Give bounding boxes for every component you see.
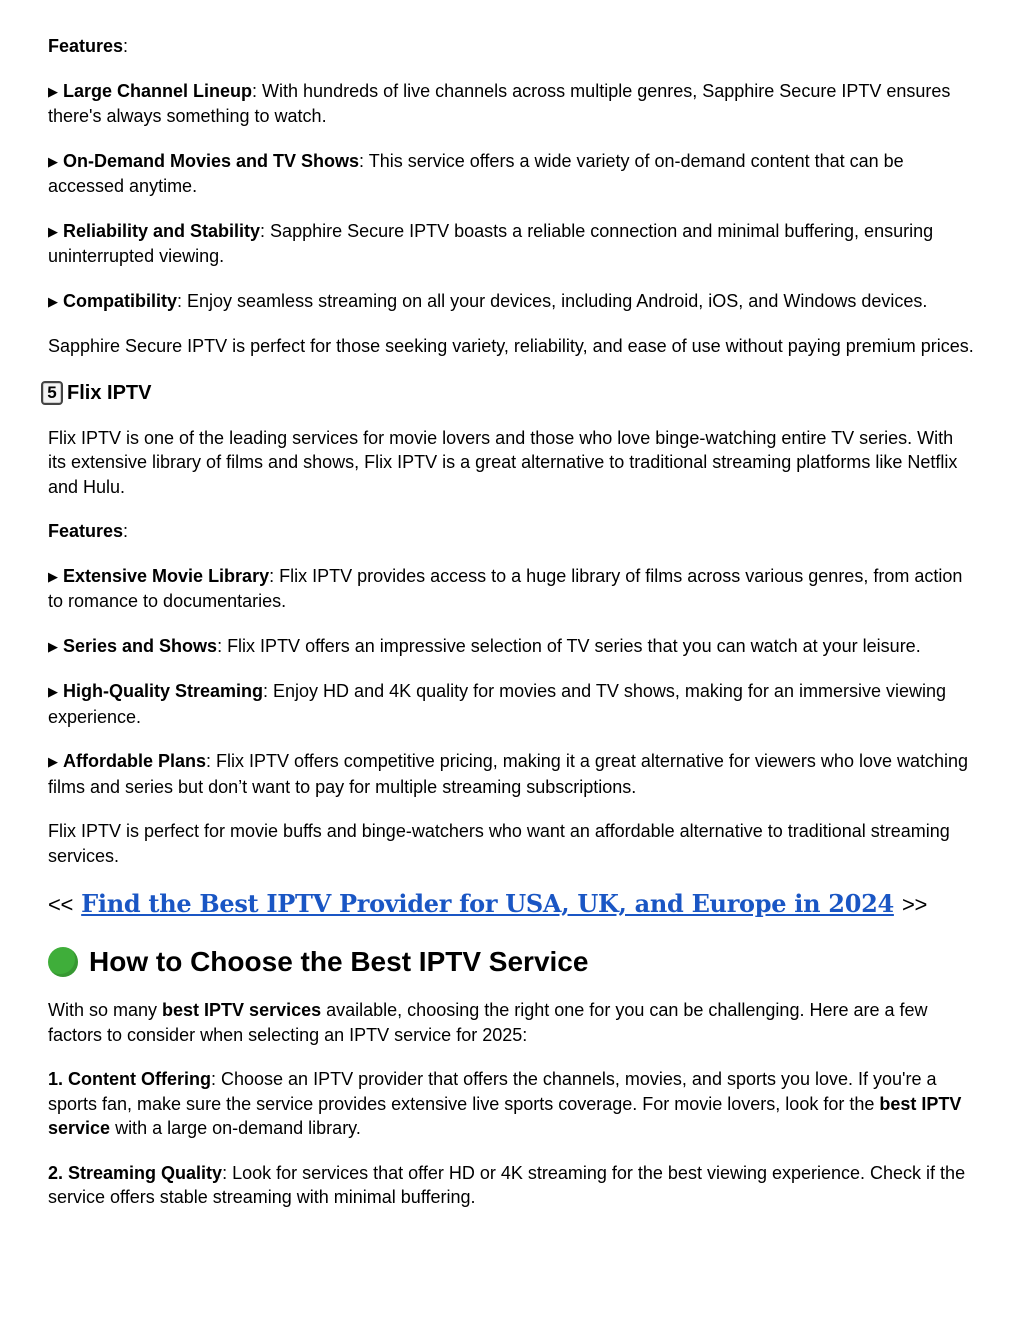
section-heading-choose <box>48 944 976 980</box>
intro-paragraph: Flix IPTV is one of the leading services for movie lovers and those who love binge-watching entire TV series. With its extensive library of films and shows, Flix IPTV is a great alternative to traditional streaming platforms like Netflix and Hulu. <box>48 427 958 497</box>
factor-item: 1. Content Offering: Choose an IPTV provider that offers the channels, movies, and sports you love. If you're a sports fan, make sure the service provides extensive live sports coverage. For movie lovers, look for the best IPTV service with a large on-demand library. <box>48 1069 962 1138</box>
feature-item: ▶ On-Demand Movies and TV Shows: This service offers a wide variety of on-demand content that can be accessed anytime. <box>48 150 904 196</box>
green-circle-icon <box>48 947 78 977</box>
feature-item: ▶ Reliability and Stability: Sapphire Secure IPTV boasts a reliable connection and minimal buffering, ensuring uninterrupted viewing. <box>48 220 934 266</box>
keycap-five-icon: 5 <box>41 381 63 405</box>
feature-item: ▶ Extensive Movie Library: Flix IPTV provides access to a huge library of films across various genres, from action to romance to documentaries. <box>48 565 963 611</box>
triangle-bullet-icon: ▶ <box>48 638 58 654</box>
triangle-bullet-icon: ▶ <box>48 293 58 309</box>
feature-item: ▶ Series and Shows: Flix IPTV offers an impressive selection of TV series that you can watch at your leisure. <box>48 634 976 660</box>
features-label: Features: <box>48 521 129 541</box>
feature-item: ▶ Affordable Plans: Flix IPTV offers competitive pricing, making it a great alternative for viewers who love watching films and series but don’t want to pay for multiple streaming subscriptions. <box>48 751 969 797</box>
summary-paragraph: Sapphire Secure IPTV is perfect for those seeking variety, reliability, and ease of use without paying premium prices. <box>48 336 974 356</box>
triangle-bullet-icon: ▶ <box>48 684 58 699</box>
link-suffix: >> <box>901 892 928 917</box>
triangle-bullet-icon: ▶ <box>48 223 58 239</box>
triangle-bullet-icon: ▶ <box>48 153 58 169</box>
intro-paragraph: With so many best IPTV services available, choosing the right one for you can be challenging. Here are a few factors to consider when selecting an IPTV service for 2025: <box>48 1000 928 1045</box>
heading-text: How to Choose the Best IPTV Service <box>89 946 589 977</box>
promo-link-line <box>48 888 976 921</box>
triangle-bullet-icon: ▶ <box>48 83 58 99</box>
feature-item: ▶ Compatibility: Enjoy seamless streaming on all your devices, including Android, iOS, and Windows devices. <box>48 289 976 315</box>
features-label: Features: <box>48 36 129 56</box>
triangle-bullet-icon: ▶ <box>48 754 58 769</box>
best-iptv-provider-link[interactable]: Find the Best IPTV Provider for USA, UK, and Europe in 2024 <box>81 889 894 918</box>
section-heading-flix <box>41 379 969 407</box>
link-prefix: << <box>48 892 74 917</box>
summary-paragraph: Flix IPTV is perfect for movie buffs and binge-watchers who want an affordable alternative to traditional streaming services. <box>48 821 950 866</box>
feature-item: ▶ Large Channel Lineup: With hundreds of live channels across multiple genres, Sapphire Secure IPTV ensures there's always something to watch. <box>48 80 951 126</box>
triangle-bullet-icon: ▶ <box>48 568 58 584</box>
factor-item: 2. Streaming Quality: Look for services that offer HD or 4K streaming for the best viewing experience. Check if the service offers stable streaming with minimal buffering. <box>48 1162 966 1207</box>
feature-item: ▶ High-Quality Streaming: Enjoy HD and 4K quality for movies and TV shows, making for an immersive viewing experience. <box>48 681 946 727</box>
heading-text: Flix IPTV <box>67 381 152 404</box>
